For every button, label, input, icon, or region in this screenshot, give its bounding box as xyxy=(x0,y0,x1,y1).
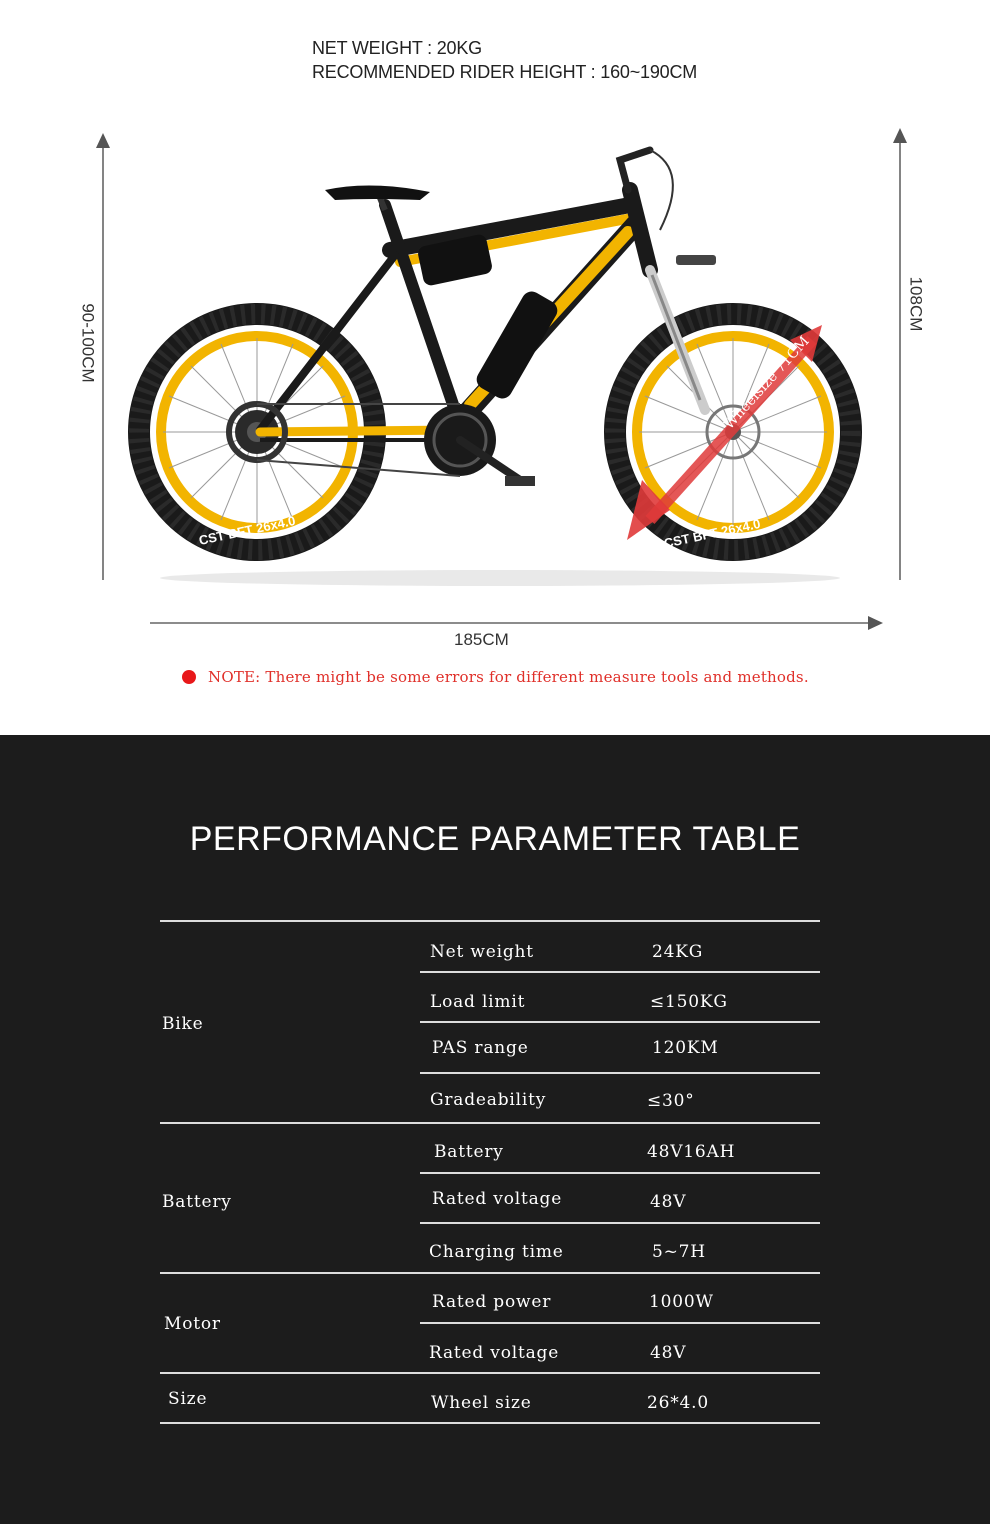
row-divider xyxy=(420,1072,820,1074)
group-label-motor: Motor xyxy=(164,1314,221,1334)
param-value: 1000W xyxy=(649,1292,714,1312)
param-value: 48V xyxy=(650,1343,687,1363)
param-label: Charging time xyxy=(429,1242,564,1262)
group-divider xyxy=(160,1122,820,1124)
param-label: Wheel size xyxy=(431,1393,532,1413)
table-divider xyxy=(160,1422,820,1424)
param-label: Rated voltage xyxy=(432,1189,563,1209)
group-divider xyxy=(160,1372,820,1374)
row-divider xyxy=(420,1021,820,1023)
ground-shadow xyxy=(160,570,840,586)
wheelsize-label: Wheelsize 71CM xyxy=(721,333,813,433)
left-height-label: 90-100CM xyxy=(78,303,98,383)
row-divider xyxy=(420,1322,820,1324)
param-label: Battery xyxy=(434,1142,504,1162)
param-value: 48V16AH xyxy=(647,1142,736,1162)
row-divider xyxy=(420,1172,820,1174)
param-label: Gradeability xyxy=(430,1090,547,1110)
table-divider xyxy=(160,920,820,922)
red-dot-icon xyxy=(182,670,196,684)
length-arrow xyxy=(150,616,883,630)
param-label: PAS range xyxy=(432,1038,529,1058)
param-label: Rated power xyxy=(432,1292,552,1312)
param-value: 120KM xyxy=(652,1038,719,1058)
front-tire-text: CST BFT 26x4.0 xyxy=(662,515,762,551)
param-value: 48V xyxy=(650,1192,687,1212)
param-value: 5~7H xyxy=(652,1242,706,1262)
param-label: Load limit xyxy=(430,992,526,1012)
right-height-arrow xyxy=(893,128,907,580)
group-divider xyxy=(160,1272,820,1274)
rear-tire-text: CST BFT 26x4.0 xyxy=(197,512,297,548)
left-height-arrow xyxy=(96,133,110,580)
group-label-size: Size xyxy=(168,1389,208,1409)
table-title: PERFORMANCE PARAMETER TABLE xyxy=(189,820,801,858)
param-value: 24KG xyxy=(652,942,704,962)
param-value: ≤150KG xyxy=(650,992,728,1012)
net-weight-text: NET WEIGHT : 20KG xyxy=(312,38,482,58)
bike-diagram xyxy=(0,0,990,735)
param-label: Rated voltage xyxy=(429,1343,560,1363)
measurement-note xyxy=(182,668,809,686)
length-label: 185CM xyxy=(454,630,509,649)
note-text: NOTE: There might be some errors for different measure tools and methods. xyxy=(208,668,809,686)
group-label-battery: Battery xyxy=(162,1192,232,1212)
param-value: ≤30° xyxy=(647,1091,695,1111)
row-divider xyxy=(420,971,820,973)
group-label-bike: Bike xyxy=(162,1014,204,1034)
param-label: Net weight xyxy=(430,942,534,962)
row-divider xyxy=(420,1222,820,1224)
param-value: 26*4.0 xyxy=(647,1393,709,1413)
rider-height-text: RECOMMENDED RIDER HEIGHT : 160~190CM xyxy=(312,62,698,82)
right-height-label: 108CM xyxy=(906,276,926,332)
